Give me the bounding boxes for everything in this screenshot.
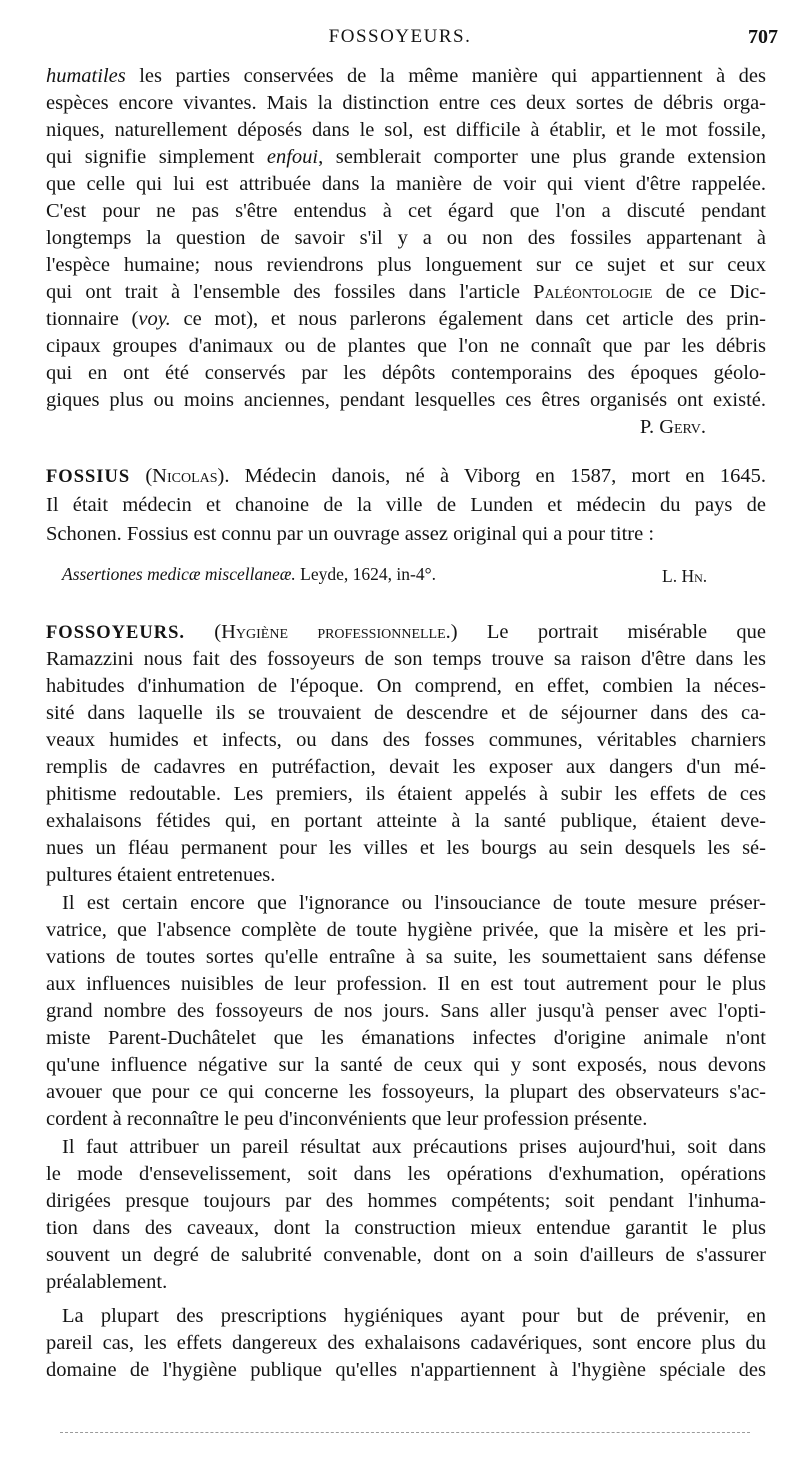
text-line: Il est certain encore que l'ignorance ou l'insouciance de toute mesure préser- xyxy=(62,892,766,914)
text-line: habitudes d'inhumation de l'époque. On comprend, en effet, combien la néces- xyxy=(46,675,766,697)
entry-given-name: Nicolas xyxy=(152,465,218,487)
text-span: ( xyxy=(185,621,222,643)
text-line: Il était médecin et chanoine de la ville de Lunden et médecin du pays de xyxy=(46,494,766,516)
text-line: miste Parent-Duchâtelet que les émanations infectes d'origine animale n'ont xyxy=(46,1027,766,1049)
italic-term: enfoui xyxy=(266,146,319,168)
italic-term: voy. xyxy=(138,308,171,330)
text-line: aux influences nuisibles de leur profession. Il en est tout autrement pour le plus xyxy=(46,973,766,995)
text-line: Il faut attribuer un pareil résultat aux précautions prises aujourd'hui, soit dans xyxy=(62,1136,766,1158)
text-line xyxy=(46,143,766,171)
text-line: espèces encore vivantes. Mais la distinction entre ces deux sortes de débris orga- xyxy=(46,92,766,114)
text-line: La plupart des prescriptions hygiéniques ayant pour but de prévenir, en xyxy=(62,1305,766,1327)
text-line xyxy=(46,462,766,491)
text-line xyxy=(46,618,766,647)
text-line: niques, naturellement déposés dans le sol, est difficile à établir, et le mot fossile, xyxy=(46,119,766,141)
text-span: , semblerait comporter une plus grande extension xyxy=(318,146,766,168)
work-details: Leyde, 1624, in-4°. xyxy=(295,564,436,584)
text-line: vatrice, que l'absence complète de toute hygiène privée, que la misère et les pri- xyxy=(46,919,766,941)
text-line: avouer que pour ce qui concerne les fossoyeurs, la plupart des observateurs s'ac- xyxy=(46,1081,766,1103)
text-line: pareil cas, les effets dangereux des exhalaisons cadavériques, sont encore plus du xyxy=(46,1332,766,1354)
text-line: giques plus ou moins anciennes, pendant lesquelles ces êtres organisés ont existé. xyxy=(46,389,766,411)
text-line: domaine de l'hygiène publique qu'elles n'appartiennent à l'hygiène spéciale des xyxy=(46,1359,766,1381)
text-span: tionnaire ( xyxy=(46,308,139,330)
italic-term: humatiles xyxy=(46,65,126,87)
text-line: nues un fléau permanent pour les villes et les bourgs au sein desquels les sé- xyxy=(46,837,766,859)
entry-headword: FOSSIUS xyxy=(46,467,131,487)
text-span: ( xyxy=(130,465,153,487)
text-line: préalablement. xyxy=(46,1271,168,1293)
text-line: vations de toutes sortes qu'elle entraîne à sa suite, les soumettaient sans défense xyxy=(46,946,766,968)
cross-reference: Paléontologie xyxy=(533,281,653,303)
text-line: pultures étaient entretenues. xyxy=(46,864,276,886)
running-header xyxy=(0,26,800,50)
text-span: les parties conservées de la même manière qui appartiennent à des xyxy=(125,65,766,87)
text-span: ) Le portrait misérable que xyxy=(450,621,767,643)
text-line: le mode d'ensevelissement, soit dans les opérations d'exhumation, opérations xyxy=(46,1163,766,1185)
text-line: phitisme redoutable. Les premiers, ils étaient appelés à subir les effets de ces xyxy=(46,783,766,805)
text-line: grand nombre des fossoyeurs de nos jours. Sans aller jusqu'à penser avec l'opti- xyxy=(46,1000,766,1022)
page-number: 707 xyxy=(748,26,778,48)
work-title: Assertiones medicæ miscellaneæ. xyxy=(62,564,296,584)
text-span: qui signifie simplement xyxy=(46,146,267,168)
text-line: remplis de cadavres en putréfaction, devait les exposer aux dangers d'un mé- xyxy=(46,756,766,778)
text-span: de ce Dic- xyxy=(652,281,766,303)
author-signature: P. Gerv. xyxy=(639,416,706,438)
text-line xyxy=(46,62,766,90)
text-line: cordent à reconnaître le peu d'inconvénients que leur profession présente. xyxy=(46,1108,648,1130)
text-span: ce mot), et nous parlerons également dans cet article des prin- xyxy=(170,308,766,330)
text-line: veaux humides et infects, ou dans des fosses communes, véritables charniers xyxy=(46,729,766,751)
text-line: qu'une influence négative sur la santé de ceux qui y sont exposés, nous devons xyxy=(46,1054,766,1076)
text-line: Schonen. Fossius est connu par un ouvrage assez original qui a pour titre : xyxy=(46,523,655,545)
text-line: qui en ont été conservés par les dépôts contemporains des époques géolo- xyxy=(46,362,766,384)
text-line: dirigées presque toujours par des hommes compétents; soit pendant l'inhuma- xyxy=(46,1190,766,1212)
text-line: souvent un degré de salubrité convenable, dont on a soin d'ailleurs de s'assurer xyxy=(46,1244,766,1266)
text-line: cipaux groupes d'animaux ou de plantes que l'on ne connaît que par les débris xyxy=(46,335,766,357)
text-line: C'est pour ne pas s'être entendus à cet égard que l'on a discuté pendant xyxy=(46,200,766,222)
entry-subtitle: Hygiène professionnelle. xyxy=(221,621,451,643)
author-signature: L. Hn. xyxy=(662,566,708,586)
entry-headword: FOSSOYEURS. xyxy=(46,623,185,643)
bottom-print-artifact xyxy=(60,1432,750,1433)
text-line: l'espèce humaine; nous reviendrons plus longuement sur ce sujet et sur ceux xyxy=(46,254,766,276)
text-span: ). Médecin danois, né à Viborg en 1587, mort en 1645. xyxy=(217,465,766,487)
text-line: sité dans laquelle ils se trouvaient de descendre et de séjourner dans des ca- xyxy=(46,702,766,724)
text-line: longtemps la question de savoir s'il y a ou non des fossiles appartenant à xyxy=(46,227,766,249)
text-span: qui ont trait à l'ensemble des fossiles dans l'article xyxy=(46,281,534,303)
text-line xyxy=(46,305,766,333)
text-line: exhalaisons fétides qui, en portant atteinte à la santé publique, étaient deve- xyxy=(46,810,766,832)
running-title: FOSSOYEURS. xyxy=(328,26,472,47)
text-line: tion dans des caveaux, dont la construction mieux entendue garantit le plus xyxy=(46,1217,766,1239)
text-line: que celle qui lui est attribuée dans la manière de voir qui vient d'être rappelée. xyxy=(46,173,766,195)
text-line xyxy=(46,278,766,306)
bibliography-line xyxy=(62,560,582,588)
text-line: Ramazzini nous fait des fossoyeurs de son temps trouve sa raison d'être dans les xyxy=(46,648,766,670)
